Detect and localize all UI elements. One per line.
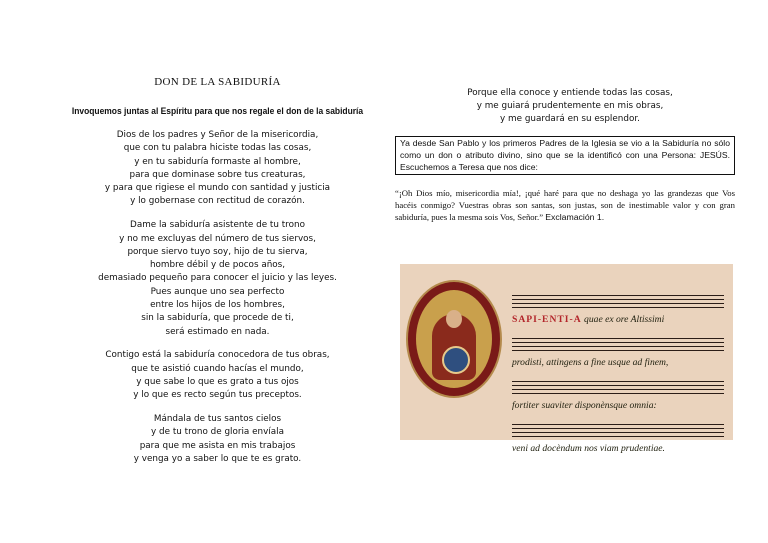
chant-line: quae ex ore Altissimi: [584, 314, 665, 325]
staff: [512, 378, 724, 394]
verse-line: porque siervo tuyo soy, hijo de tu sierva,: [127, 246, 308, 257]
verse-line: Pues aunque uno sea perfecto: [150, 286, 285, 297]
right-column: [395, 87, 735, 223]
verse-line: Porque ella conoce y entiende todas las cosas,: [467, 88, 673, 98]
verse-line: que te asistió cuando hacías el mundo,: [131, 363, 304, 374]
verse-line: y lo gobernase con rectitud de corazón.: [130, 196, 305, 207]
verse-line: Mándala de tus santos cielos: [153, 414, 282, 425]
left-column: [55, 76, 380, 477]
verse-line: será estimado en nada.: [165, 326, 270, 337]
chant-line: veni ad docèndum nos viam prudentiae.: [512, 443, 665, 454]
verse-line: que con tu palabra hiciste todas las cosas,: [123, 143, 312, 154]
verse-line: Contigo está la sabiduría conocedora de tus obras,: [105, 350, 330, 361]
verse-line: y me guiará prudentemente en mis obras,: [476, 101, 664, 111]
quote-reference: Exclamación 1.: [545, 212, 605, 223]
staff: [512, 292, 724, 308]
verse-line: y me guardará en su esplendor.: [500, 114, 640, 124]
verse-continuation: [405, 87, 735, 126]
verse-line: demasiado pequeño para conocer el juicio y las leyes.: [98, 273, 337, 284]
verse-line: sin la sabiduría, que procede de ti,: [141, 313, 294, 324]
stanza: [55, 349, 380, 402]
verse-line: y lo que es recto según tus preceptos.: [133, 390, 302, 401]
verse-line: entre los hijos de los hombres,: [150, 300, 285, 311]
verse-line: para que dominase sobre tus creaturas,: [129, 169, 306, 180]
staff: [512, 421, 724, 437]
verse-line: y en tu sabiduría formaste al hombre,: [134, 156, 301, 167]
subtitle: Invoquemos juntas al Espíritu para que nos regale el don de la sabiduría: [71, 106, 364, 116]
intro-box: Ya desde San Pablo y los primeros Padres de la Iglesia se vio a la Sabiduría no sólo como un don o atributo divino, sino que se la identificó con una Persona: JESÚS. Escuchemos a Teresa que nos dice:: [395, 136, 735, 175]
verse-line: y venga yo a saber lo que te es grato.: [133, 454, 302, 465]
staff: [512, 335, 724, 351]
child-medallion: [442, 346, 470, 374]
verse-line: y no me excluyas del número de tus siervos,: [119, 233, 316, 244]
chant-incipit: SAPI-ENTI-A: [512, 314, 582, 325]
verse-line: Dios de los padres y Señor de la misericordia,: [116, 130, 319, 140]
prayer-stanzas: [55, 129, 380, 466]
stanza: [55, 129, 380, 209]
verse-line: y para que rigiese el mundo con santidad y justicia: [104, 183, 331, 194]
teresa-quote: [395, 187, 735, 223]
madonna-icon: [406, 280, 502, 398]
chant-illustration: [400, 264, 733, 454]
chant-score: [512, 292, 724, 464]
chant-line: prodisti, attingens a fine usque ad finem,: [512, 357, 669, 368]
verse-line: hombre débil y de pocos años,: [149, 260, 286, 271]
verse-line: Dame la sabiduría asistente de tu trono: [130, 220, 305, 231]
verse-line: y de tu trono de gloria envíala: [151, 427, 284, 438]
chant-line: fortiter suaviter disponènsque omnia:: [512, 400, 657, 411]
page-title: DON DE LA SABIDURÍA: [154, 76, 281, 88]
verse-line: y que sabe lo que es grato a tus ojos: [136, 377, 299, 388]
quote-text: “¡Oh Dios mío, misericordia mía!, ¡qué haré para que no deshaga yo las grandezas que Vos hacéis conmigo? Vuestras obras son santas, son justas, son de inestimable valor y con gran sabiduría, pues la mesma sois Vos, Señor.”: [395, 188, 735, 223]
stanza: [55, 219, 380, 339]
verse-line: para que me asista en mis trabajos: [139, 440, 296, 451]
stanza: [55, 413, 380, 466]
